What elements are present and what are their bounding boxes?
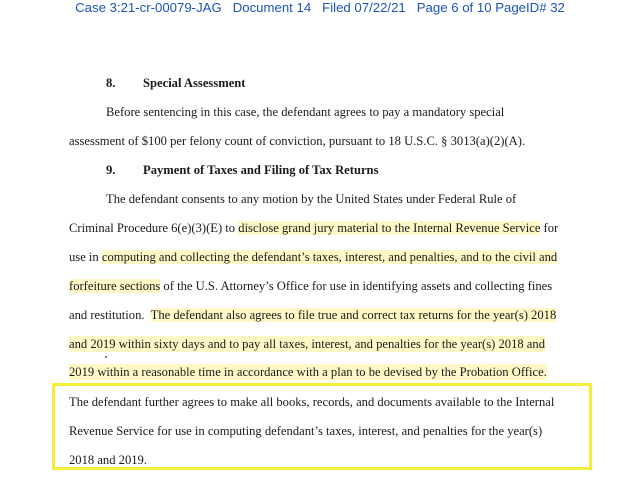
section-9-line-4	[69, 278, 552, 294]
document-number: Document 14	[232, 0, 312, 15]
section-9-line-6: and 2019 within sixty days and to pay all taxes, interest, and penalties for the year(s) 2018 and	[69, 337, 545, 351]
section-8-line-2: assessment of $100 per felony count of conviction, pursuant to 18 U.S.C. § 3013(a)(2)(A).	[69, 134, 526, 148]
section-9-number: 9.	[106, 163, 116, 177]
highlighted-text: disclose grand jury material to the Internal Revenue Service	[238, 221, 541, 235]
filed-date: Filed 07/22/21	[322, 0, 406, 15]
section-9-line-1: The defendant consents to any motion by the United States under Federal Rule of	[106, 192, 517, 206]
stray-mark	[105, 356, 107, 358]
line-4-text: of the U.S. Attorney’s Office for use in identifying assets and collecting fines	[160, 279, 553, 293]
section-9-line-7: 2019 within a reasonable time in accordance with a plan to be devised by the Probation Office.	[69, 365, 547, 379]
page-info: Page 6 of 10 PageID# 32	[416, 0, 565, 15]
section-9-title: Payment of Taxes and Filing of Tax Returns	[143, 163, 379, 177]
line-2-text: Criminal Procedure 6(e)(3)(E) to	[69, 221, 239, 235]
highlighted-text: forfeiture sections	[69, 279, 161, 293]
boxed-line-3: 2018 and 2019.	[69, 453, 148, 467]
section-9-line-3	[69, 249, 557, 265]
section-9-line-2	[69, 220, 558, 236]
highlighted-text: The defendant also agrees to file true and correct tax returns for the year(s) 2018	[150, 308, 557, 322]
line-2-end: for	[540, 221, 559, 235]
highlighted-text: computing and collecting the defendant’s taxes, interest, and penalties, and to the civil and	[101, 250, 558, 264]
line-3-text: use in	[69, 250, 102, 264]
boxed-line-1: The defendant further agrees to make all books, records, and documents available to the Internal	[69, 395, 555, 409]
section-8-number: 8.	[106, 76, 116, 90]
line-5-text: and restitution.	[69, 308, 151, 322]
section-9-line-5	[69, 307, 556, 323]
section-8-title: Special Assessment	[143, 76, 246, 90]
case-header	[0, 0, 640, 16]
case-number: Case 3:21-cr-00079-JAG	[75, 0, 222, 15]
boxed-line-2: Revenue Service for use in computing defendant’s taxes, interest, and penalties for the year(s)	[69, 424, 543, 438]
section-8-line-1: Before sentencing in this case, the defendant agrees to pay a mandatory special	[106, 105, 505, 119]
